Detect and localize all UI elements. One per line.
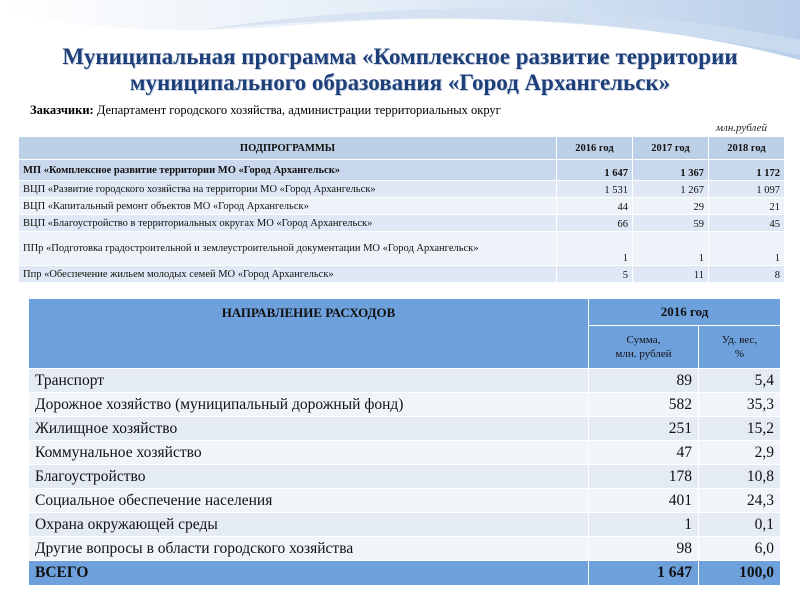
- year-2016-header: 2016 год: [557, 137, 633, 160]
- expense-share: 6,0: [699, 537, 781, 561]
- table-row: [19, 266, 785, 283]
- expense-sum: 582: [589, 393, 699, 417]
- program-name: Ппр «Обеспечение жильем молодых семей МО «Город Архангельск»: [19, 266, 557, 283]
- expense-share: 15,2: [699, 417, 781, 441]
- expense-sum: 401: [589, 489, 699, 513]
- expense-name: Охрана окружающей среды: [29, 513, 589, 537]
- table-row: [19, 160, 785, 181]
- share-header: [699, 326, 781, 369]
- expense-name: Дорожное хозяйство (муниципальный дорожный фонд): [29, 393, 589, 417]
- expense-sum: 47: [589, 441, 699, 465]
- table-row: [29, 489, 781, 513]
- table-row: [29, 465, 781, 489]
- sum-header: [589, 326, 699, 369]
- value-2016: 66: [557, 215, 633, 232]
- expense-share: 10,8: [699, 465, 781, 489]
- units-label: млн.рублей: [716, 122, 767, 134]
- value-2016: 1 647: [557, 160, 633, 181]
- total-label: ВСЕГО: [29, 561, 589, 586]
- table-row: [19, 198, 785, 215]
- expense-name: Благоустройство: [29, 465, 589, 489]
- expense-share: 2,9: [699, 441, 781, 465]
- share-header-line-2: %: [734, 348, 745, 360]
- value-2018: 8: [709, 266, 785, 283]
- program-name: ВЦП «Благоустройство в территориальных округах МО «Город Архангельск»: [19, 215, 557, 232]
- value-2016: 1: [557, 232, 633, 266]
- year-2017-header: 2017 год: [633, 137, 709, 160]
- value-2018: 1: [709, 232, 785, 266]
- total-sum: 1 647: [589, 561, 699, 586]
- customer-value: Департамент городского хозяйства, администрации территориальных округ: [96, 103, 501, 117]
- direction-header: НАПРАВЛЕНИЕ РАСХОДОВ: [29, 299, 589, 369]
- expense-share: 35,3: [699, 393, 781, 417]
- expense-name: Другие вопросы в области городского хозяйства: [29, 537, 589, 561]
- page-title: [0, 44, 800, 96]
- value-2017: 29: [633, 198, 709, 215]
- expense-sum: 98: [589, 537, 699, 561]
- customer-line: [30, 103, 501, 118]
- table-row: [29, 441, 781, 465]
- expense-sum: 178: [589, 465, 699, 489]
- expense-name: Транспорт: [29, 369, 589, 393]
- table-row: [19, 181, 785, 198]
- program-name: ППр «Подготовка градостроительной и землеустроительной документации МО «Город Архангельск»: [19, 232, 557, 266]
- expense-sum: 251: [589, 417, 699, 441]
- value-2018: 45: [709, 215, 785, 232]
- expense-sum: 89: [589, 369, 699, 393]
- expenses-header-row: [29, 299, 781, 326]
- title-line-1: Муниципальная программа «Комплексное развитие территории: [62, 44, 738, 69]
- customer-label: Заказчики:: [30, 103, 94, 117]
- subprograms-header: ПОДПРОГРАММЫ: [19, 137, 557, 160]
- value-2016: 44: [557, 198, 633, 215]
- subprograms-header-row: [19, 137, 785, 160]
- total-share: 100,0: [699, 561, 781, 586]
- program-name: ВЦП «Капитальный ремонт объектов МО «Город Архангельск»: [19, 198, 557, 215]
- expense-share: 0,1: [699, 513, 781, 537]
- value-2017: 11: [633, 266, 709, 283]
- expense-sum: 1: [589, 513, 699, 537]
- expenses-table: [28, 298, 781, 586]
- value-2016: 5: [557, 266, 633, 283]
- title-line-2: муниципального образования «Город Архангельск»: [129, 70, 671, 95]
- share-header-line-1: Уд. вес,: [721, 334, 758, 346]
- expense-name: Коммунальное хозяйство: [29, 441, 589, 465]
- expense-name: Социальное обеспечение населения: [29, 489, 589, 513]
- table-row: [29, 537, 781, 561]
- program-name: МП «Комплексное развитие территории МО «Город Архангельск»: [19, 160, 557, 181]
- value-2017: 1 267: [633, 181, 709, 198]
- table-row: [29, 513, 781, 537]
- year-header: 2016 год: [589, 299, 781, 326]
- value-2017: 1 367: [633, 160, 709, 181]
- table-row: [29, 369, 781, 393]
- value-2017: 59: [633, 215, 709, 232]
- expense-share: 24,3: [699, 489, 781, 513]
- expense-name: Жилищное хозяйство: [29, 417, 589, 441]
- program-name: ВЦП «Развитие городского хозяйства на территории МО «Город Архангельск»: [19, 181, 557, 198]
- value-2018: 1 097: [709, 181, 785, 198]
- table-row: [19, 215, 785, 232]
- value-2018: 1 172: [709, 160, 785, 181]
- value-2016: 1 531: [557, 181, 633, 198]
- subprograms-table: [18, 136, 785, 283]
- value-2017: 1: [633, 232, 709, 266]
- table-row: [19, 232, 785, 266]
- sum-header-line-2: млн. рублей: [615, 348, 672, 360]
- table-row: [29, 393, 781, 417]
- expense-share: 5,4: [699, 369, 781, 393]
- table-row: [29, 417, 781, 441]
- sum-header-line-1: Сумма,: [626, 334, 661, 346]
- year-2018-header: 2018 год: [709, 137, 785, 160]
- value-2018: 21: [709, 198, 785, 215]
- total-row: [29, 561, 781, 586]
